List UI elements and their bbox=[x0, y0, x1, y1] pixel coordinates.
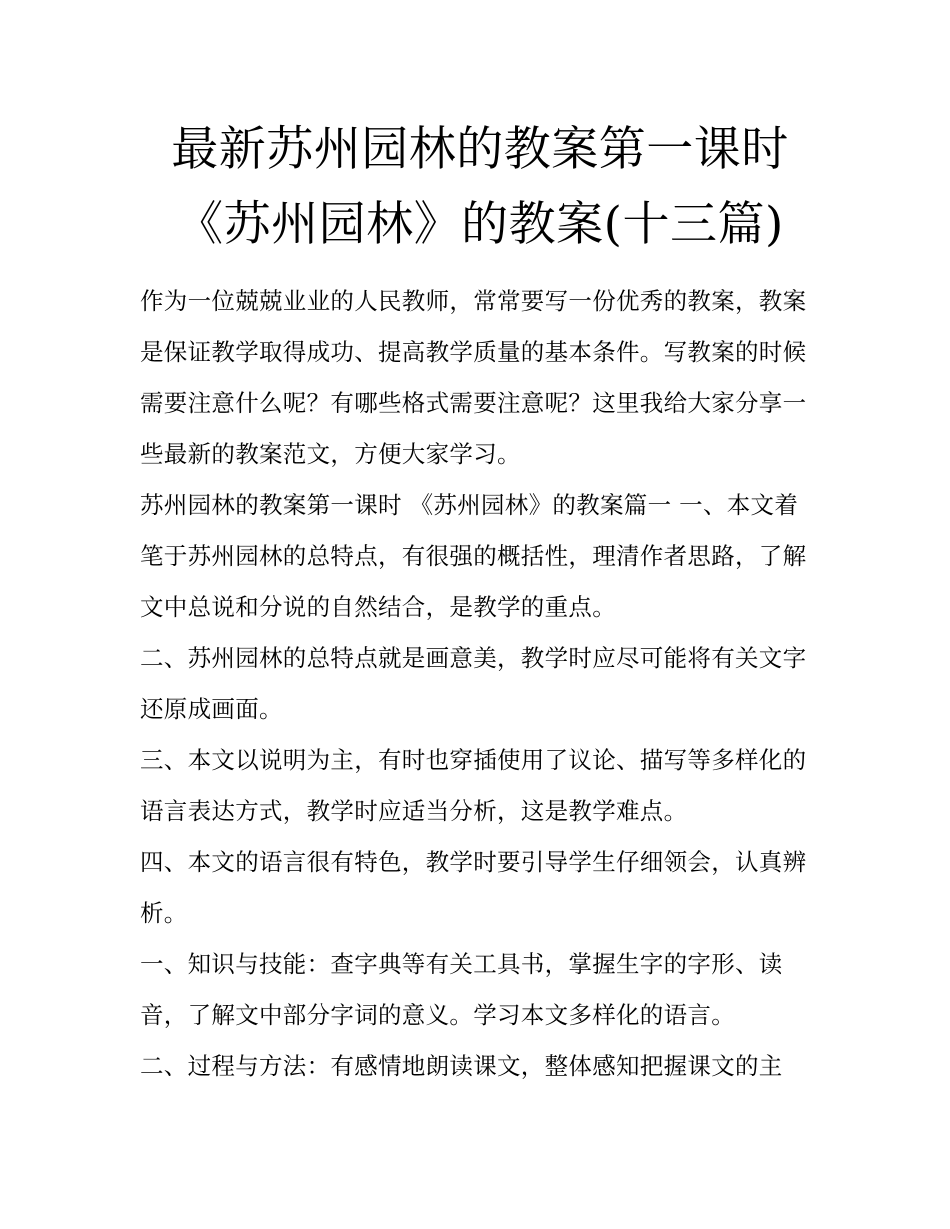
paragraph-6: 二、过程与方法：有感情地朗读课文，整体感知把握课文的主 bbox=[140, 1052, 783, 1080]
paragraph-5: 一、知识与技能：查字典等有关工具书，掌握生字的字形、读音，了解文中部分字词的意义。学习本文多样化的语言。 bbox=[140, 950, 783, 1029]
document-title bbox=[140, 112, 820, 262]
paragraph-2: 二、苏州园林的总特点就是画意美，教学时应尽可能将有关文字还原成画面。 bbox=[140, 644, 807, 723]
paragraph-1: 苏州园林的教案第一课时 《苏州园林》的教案篇一 一、本文着笔于苏州园林的总特点，有很强的概括性，理清作者思路，了解文中总说和分说的自然结合，是教学的重点。 bbox=[140, 491, 807, 621]
intro-paragraph: 作为一位兢兢业业的人民教师，常常要写一份优秀的教案，教案是保证教学取得成功、提高教学质量的基本条件。写教案的时候需要注意什么呢？有哪些格式需要注意呢？这里我给大家分享一些最新的教案范文，方便大家学习。 bbox=[140, 287, 807, 468]
document-body bbox=[140, 276, 812, 1092]
paragraph-3: 三、本文以说明为主，有时也穿插使用了议论、描写等多样化的语言表达方式，教学时应适当分析，这是教学难点。 bbox=[140, 746, 807, 825]
title-line-2: 《苏州园林》的教案(十三篇) bbox=[176, 197, 784, 252]
title-line-1: 最新苏州园林的教案第一课时 bbox=[171, 122, 789, 177]
paragraph-4: 四、本文的语言很有特色，教学时要引导学生仔细领会，认真辨析。 bbox=[140, 848, 807, 927]
